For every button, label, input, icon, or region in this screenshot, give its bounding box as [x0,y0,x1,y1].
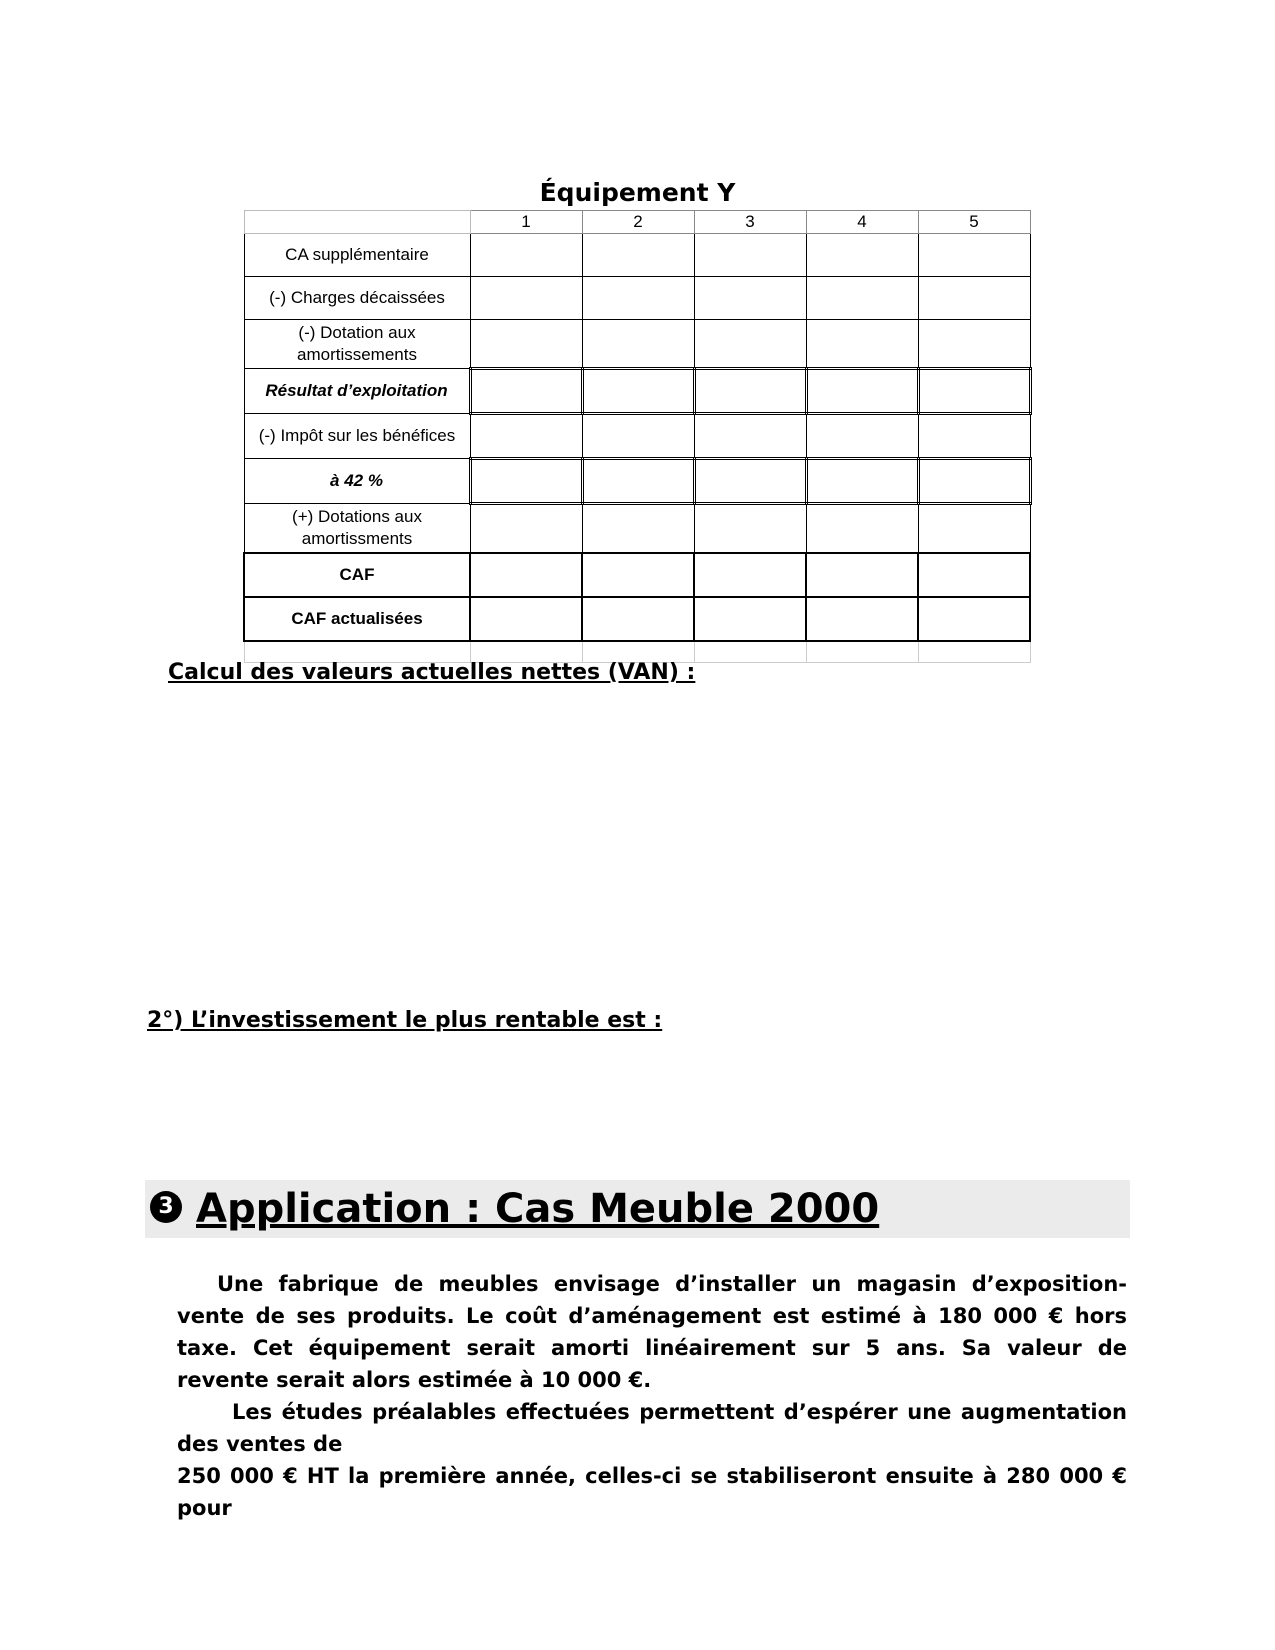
table-cell [806,597,918,641]
year-header: 2 [582,211,694,234]
table-cell [694,504,806,554]
paragraph-2: Les études préalables effectuées permettent d’espérer une augmentation des ventes de [177,1400,1127,1456]
table-cell [806,553,918,597]
row-label-caf: CAF [244,553,470,597]
paragraph-1: Une fabrique de meubles envisage d’installer un magasin d’exposition-vente de ses produits. Le coût d’aménagement est estimé à 180 000 € hors taxe. Cet équipement serait amorti linéairement sur 5 ans. Sa valeur de revente serait alors estimée à 10 000 €. [177,1272,1127,1392]
table-row [244,320,1030,369]
question-2-heading: 2°) L’investissement le plus rentable est : [147,1008,663,1033]
table-row [244,459,1030,504]
table-cell [582,277,694,320]
table-cell [918,234,1030,277]
table-title: Équipement Y [539,178,736,207]
table-cell [918,504,1030,554]
table-cell [918,414,1030,459]
year-header: 5 [918,211,1030,234]
table-cell [918,459,1030,504]
table-cell [806,414,918,459]
table-cell [582,504,694,554]
table-cell [694,320,806,369]
table-cell [806,369,918,414]
table-cell [582,597,694,641]
table-cell [582,234,694,277]
table-row [244,504,1030,554]
paragraph-3: 250 000 € HT la première année, celles-ci se stabiliseront ensuite à 280 000 € pour [177,1464,1127,1520]
table-cell [694,553,806,597]
row-label-dotations-plus: (+) Dotations aux amortissments [244,504,470,554]
table-cell [582,320,694,369]
table-cell [470,369,582,414]
table-cell [582,414,694,459]
table-row [244,597,1030,641]
header-corner [244,211,470,234]
van-heading: Calcul des valeurs actuelles nettes (VAN) : [168,660,696,685]
table-cell [694,597,806,641]
year-header: 3 [694,211,806,234]
table-row [244,234,1030,277]
table-cell [806,504,918,554]
table-cell [582,553,694,597]
table-cell [918,369,1030,414]
year-header: 1 [470,211,582,234]
table-cell [582,459,694,504]
table-cell [470,234,582,277]
table-cell [694,369,806,414]
table-cell [918,641,1030,663]
table-cell [694,277,806,320]
application-title-text: Application : Cas Meuble 2000 [196,1186,880,1232]
year-header: 4 [806,211,918,234]
table-cell [918,597,1030,641]
table-cell [806,641,918,663]
table-cell [694,459,806,504]
header-row [244,211,1030,234]
table-cell [918,320,1030,369]
caf-table [243,210,1032,663]
row-label-caf-actualisees: CAF actualisées [244,597,470,641]
table-cell [470,597,582,641]
row-label-charges: (-) Charges décaissées [244,277,470,320]
table-cell [470,277,582,320]
table-row [244,369,1030,414]
table-cell [806,234,918,277]
application-title [150,1186,879,1232]
table-cell [470,320,582,369]
table-cell [806,459,918,504]
table-cell [470,459,582,504]
table-cell [694,414,806,459]
table-cell [806,320,918,369]
row-label-taux: à 42 % [244,459,470,504]
number-badge-icon: 3 [150,1191,182,1223]
table-cell [918,277,1030,320]
table-row [244,414,1030,459]
table-row [244,277,1030,320]
row-label-impot: (-) Impôt sur les bénéfices [244,414,470,459]
application-text [177,1268,1127,1524]
row-label-dotation: (-) Dotation aux amortissements [244,320,470,369]
table-cell [582,369,694,414]
row-label-resultat: Résultat d’exploitation [244,369,470,414]
table-cell [694,641,806,663]
table-cell [470,553,582,597]
table-cell [806,277,918,320]
table-cell [918,553,1030,597]
table-cell [694,234,806,277]
table-row [244,553,1030,597]
table-cell [470,414,582,459]
table-cell [470,504,582,554]
row-label-ca: CA supplémentaire [244,234,470,277]
